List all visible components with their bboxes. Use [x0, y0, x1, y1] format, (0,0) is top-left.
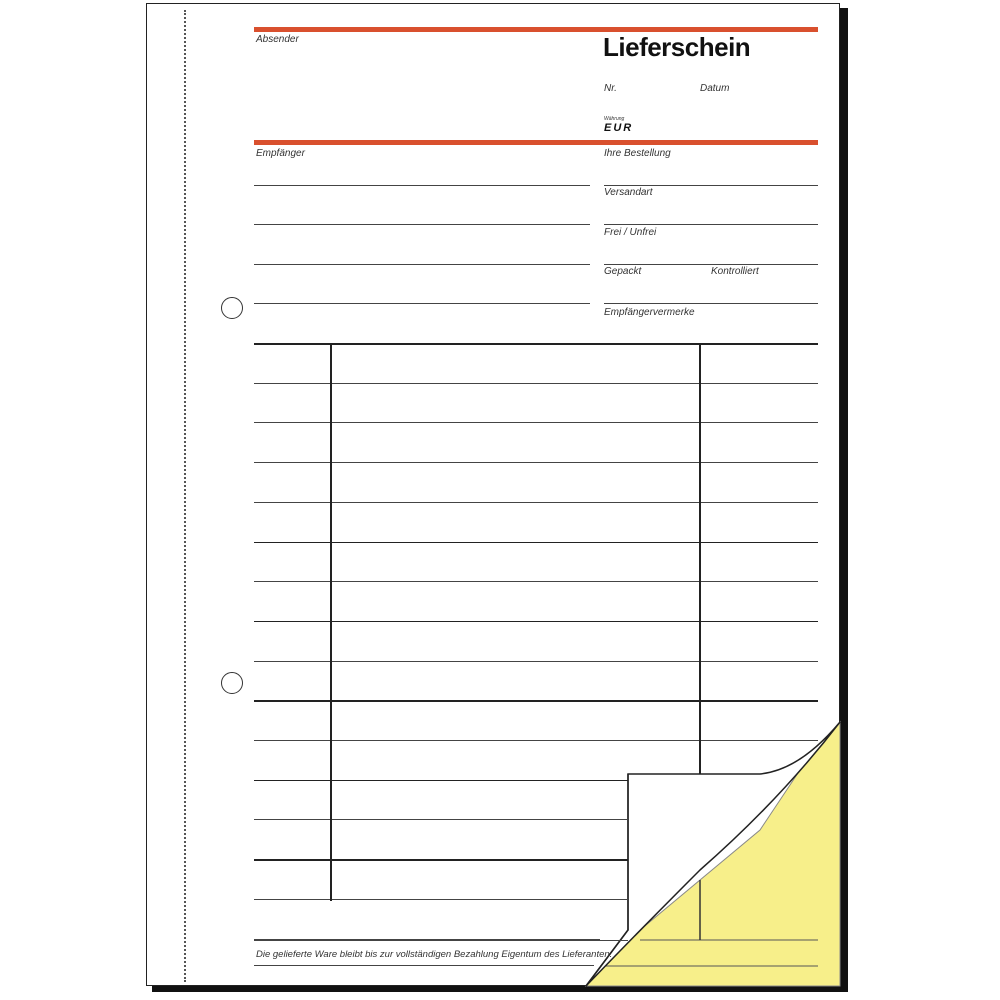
table-column-divider	[330, 343, 332, 901]
retention-of-title-note: Die gelieferte Ware bleibt bis zur vollständigen Bezahlung Eigentum des Lieferanten.	[256, 949, 613, 960]
recipient-label: Empfänger	[256, 148, 305, 159]
recipient-notes-label: Empfängervermerke	[604, 307, 695, 318]
checked-label: Kontrolliert	[711, 266, 759, 277]
table-row-line	[254, 819, 628, 820]
recipient-line-1[interactable]	[254, 185, 590, 186]
shipping-field-line[interactable]	[604, 224, 818, 225]
table-row-line	[254, 700, 818, 702]
header-red-bar-bottom	[254, 140, 818, 145]
sender-label: Absender	[256, 34, 299, 45]
freight-label: Frei / Unfrei	[604, 227, 657, 238]
table-row-line	[254, 502, 818, 503]
table-row-line	[254, 661, 818, 662]
table-row-line	[254, 422, 818, 423]
table-row-line	[254, 462, 818, 463]
freight-field-line[interactable]	[604, 264, 818, 265]
table-row-line	[254, 581, 818, 582]
order-label: Ihre Bestellung	[604, 148, 671, 159]
table-row-line	[254, 899, 628, 900]
packed-label: Gepackt	[604, 266, 642, 277]
footer-rule	[254, 940, 628, 941]
currency-label: Währung	[604, 116, 625, 122]
date-label: Datum	[700, 83, 730, 94]
table-column-divider	[699, 343, 701, 774]
form-title: Lieferschein	[603, 32, 751, 62]
table-row-line	[254, 542, 818, 544]
shipping-label: Versandart	[604, 187, 653, 198]
packed-field-line[interactable]	[604, 303, 818, 304]
order-field-line[interactable]	[604, 185, 818, 186]
table-row-line	[254, 383, 818, 384]
punch-hole-top	[221, 297, 243, 319]
table-row-line	[254, 740, 818, 741]
currency-value: EUR	[604, 122, 634, 134]
perforation-line	[184, 10, 186, 982]
table-row-line	[254, 859, 628, 861]
recipient-line-2[interactable]	[254, 224, 590, 225]
recipient-line-3[interactable]	[254, 264, 590, 265]
table-row-line	[254, 780, 628, 782]
number-label: Nr.	[604, 83, 617, 94]
recipient-line-4[interactable]	[254, 303, 590, 304]
table-row-line	[254, 343, 818, 345]
table-row-line	[254, 621, 818, 623]
punch-hole-bottom	[221, 672, 243, 694]
footer-rule-bottom	[254, 965, 594, 966]
